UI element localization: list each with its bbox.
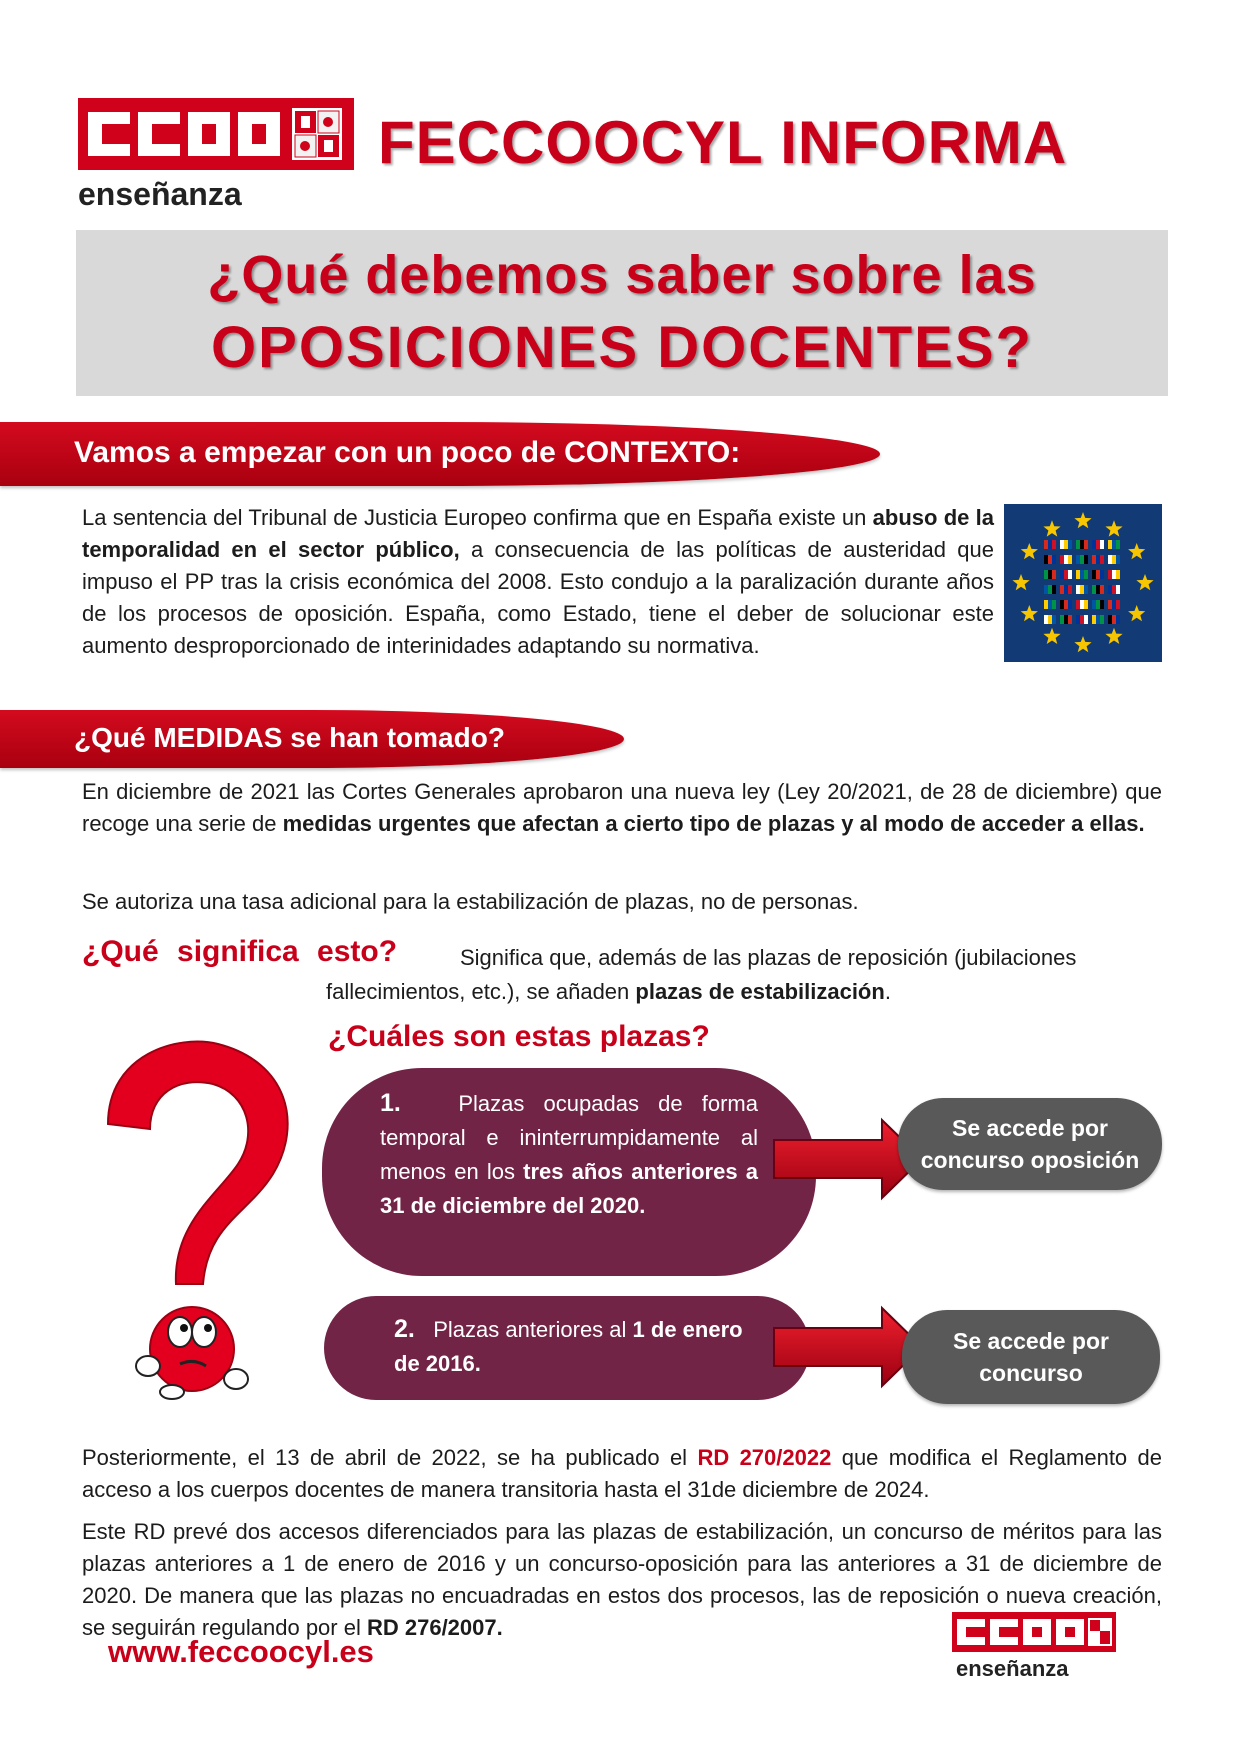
flag-icon [1044, 585, 1056, 594]
medidas-paragraph [82, 776, 1162, 840]
flag-icon [1044, 600, 1056, 609]
flag-icon [1044, 540, 1056, 549]
medidas-banner-label: ¿Qué MEDIDAS se han tomado? [74, 722, 505, 753]
question-mark-mascot-icon [88, 1034, 308, 1404]
flag-icon [1108, 585, 1120, 594]
flag-icon [1044, 615, 1056, 624]
flag-icon [1108, 555, 1120, 564]
flag-icon [1108, 600, 1120, 609]
contexto-banner [0, 422, 880, 486]
autoriza-paragraph: Se autoriza una tasa adicional para la estabilización de plazas, no de personas. [82, 889, 859, 914]
access-concurso: Se accede por concurso [902, 1310, 1160, 1404]
contexto-text: La sentencia del Tribunal de Justicia Europeo confirma que en España existe un [82, 505, 873, 530]
flag-icon [1092, 570, 1104, 579]
plaza-item-2-text [394, 1312, 774, 1381]
plaza-item-2-desc: Plazas anteriores al [433, 1317, 633, 1342]
flag-icon [1076, 600, 1088, 609]
title-box [76, 230, 1168, 396]
ccoo-logo [78, 98, 354, 170]
plaza-item-2-bold: 1 de enero de 2016. [394, 1317, 743, 1376]
medidas-banner [0, 710, 624, 768]
flag-icon [1092, 555, 1104, 564]
flag-icon [1060, 555, 1072, 564]
cuales-heading: ¿Cuáles son estas plazas? [328, 1020, 710, 1053]
significa-text-line1: Significa que, además de las plazas de reposición (jubilaciones [460, 945, 1077, 970]
contexto-banner-label: Vamos a empezar con un poco de CONTEXTO: [74, 436, 741, 469]
castilla-leon-shield-icon [292, 108, 342, 160]
website-link[interactable]: www.feccoocyl.es [108, 1634, 374, 1669]
rd-276-text: Este RD prevé dos accesos diferenciados para las plazas de estabilización, un concurso de méritos para las plazas anteriores a 1 de enero de 2016 y un concurso-oposición para las anteriores a 31 de diciembre de 2020. De manera que las plazas no encuadradas en estos dos procesos, las de reposición o nueva creación, se seguirán regulando por el [82, 1519, 1162, 1640]
significa-period: . [884, 979, 891, 1004]
plaza-item-1-bold: tres años anteriores a 31 de diciembre del 2020. [380, 1159, 758, 1218]
significa-text: fallecimientos, etc.), se añaden [326, 979, 636, 1004]
flag-icon [1092, 600, 1104, 609]
rd-270-text: Posteriormente, el 13 de abril de 2022, se ha publicado el [82, 1445, 698, 1470]
flag-icon [1092, 615, 1104, 624]
flag-icon [1044, 570, 1056, 579]
flag-icon [1092, 585, 1104, 594]
rd-270-paragraph [82, 1442, 1162, 1506]
medidas-text: En diciembre de 2021 las Cortes Generales aprobaron una nueva ley (Ley 20/2021, de 28 de diciembre) que recoge una serie de [82, 779, 1162, 836]
flag-icon [1108, 570, 1120, 579]
logo-wordmark: enseñanza [78, 176, 242, 212]
flag-icon [1076, 570, 1088, 579]
plaza-item-1-number: 1. [380, 1089, 401, 1117]
flag-icon [1060, 540, 1072, 549]
footer-logo-wordmark: enseñanza [956, 1656, 1069, 1681]
flag-icon [1076, 540, 1088, 549]
page-title-line1: ¿Qué debemos saber sobre las [207, 245, 1037, 305]
ccoo-letters-logo [86, 108, 282, 160]
footer-ccoo-logo [952, 1612, 1116, 1652]
rd-276-bold: RD 276/2007. [366, 1615, 503, 1640]
access-concurso-oposicion: Se accede por concurso oposición [898, 1098, 1162, 1190]
significa-text-line2 [326, 976, 1226, 1008]
rd-270-text-rest: que modifica el Reglamento de acceso a los cuerpos docentes de manera transitoria hasta el 31de diciembre de 2024. [82, 1445, 1162, 1502]
contexto-paragraph [82, 502, 994, 662]
plaza-item-1-text [380, 1086, 758, 1223]
flag-icon [1060, 615, 1072, 624]
plaza-item-2 [324, 1296, 810, 1400]
plaza-item-1-desc: Plazas ocupadas de forma temporal e ininterrumpidamente al menos en los [380, 1091, 758, 1184]
significa-question: ¿Qué significa esto? [82, 935, 398, 968]
contexto-text-rest: a consecuencia de las políticas de austeridad que impuso el PP tras la crisis económica del 2008. Esto condujo a la paralización durante años de los procesos de oposición. España, como Estado, tiene el deber de solucionar este aumento desproporcionado de interinidades adaptando su normativa. [82, 537, 994, 658]
plaza-item-2-number: 2. [394, 1315, 415, 1343]
flag-icon [1092, 540, 1104, 549]
flag-icon [1060, 585, 1072, 594]
contexto-bold: abuso de la temporalidad en el sector público, [82, 505, 994, 562]
significa-bold: plazas de estabilización [635, 979, 885, 1004]
flag-icon [1060, 600, 1072, 609]
page-title-line2: OPOSICIONES DOCENTES? [211, 315, 1033, 380]
plaza-item-1 [322, 1068, 816, 1276]
flag-icon [1108, 615, 1120, 624]
medidas-bold: medidas urgentes que afectan a cierto tipo de plazas y al modo de acceder a ellas. [282, 811, 1145, 836]
flag-icon [1044, 555, 1056, 564]
flag-icon [1108, 540, 1120, 549]
flag-icon [1076, 585, 1088, 594]
flag-icon [1076, 555, 1088, 564]
footer-ccoo-letters-logo [952, 1612, 1116, 1652]
rd-270-highlight: RD 270/2022 [697, 1445, 832, 1470]
brand-title: FECCOOCYL INFORMA [378, 109, 1068, 176]
eu-flags-image [1004, 504, 1162, 662]
flag-icon [1060, 570, 1072, 579]
flag-icon [1076, 615, 1088, 624]
